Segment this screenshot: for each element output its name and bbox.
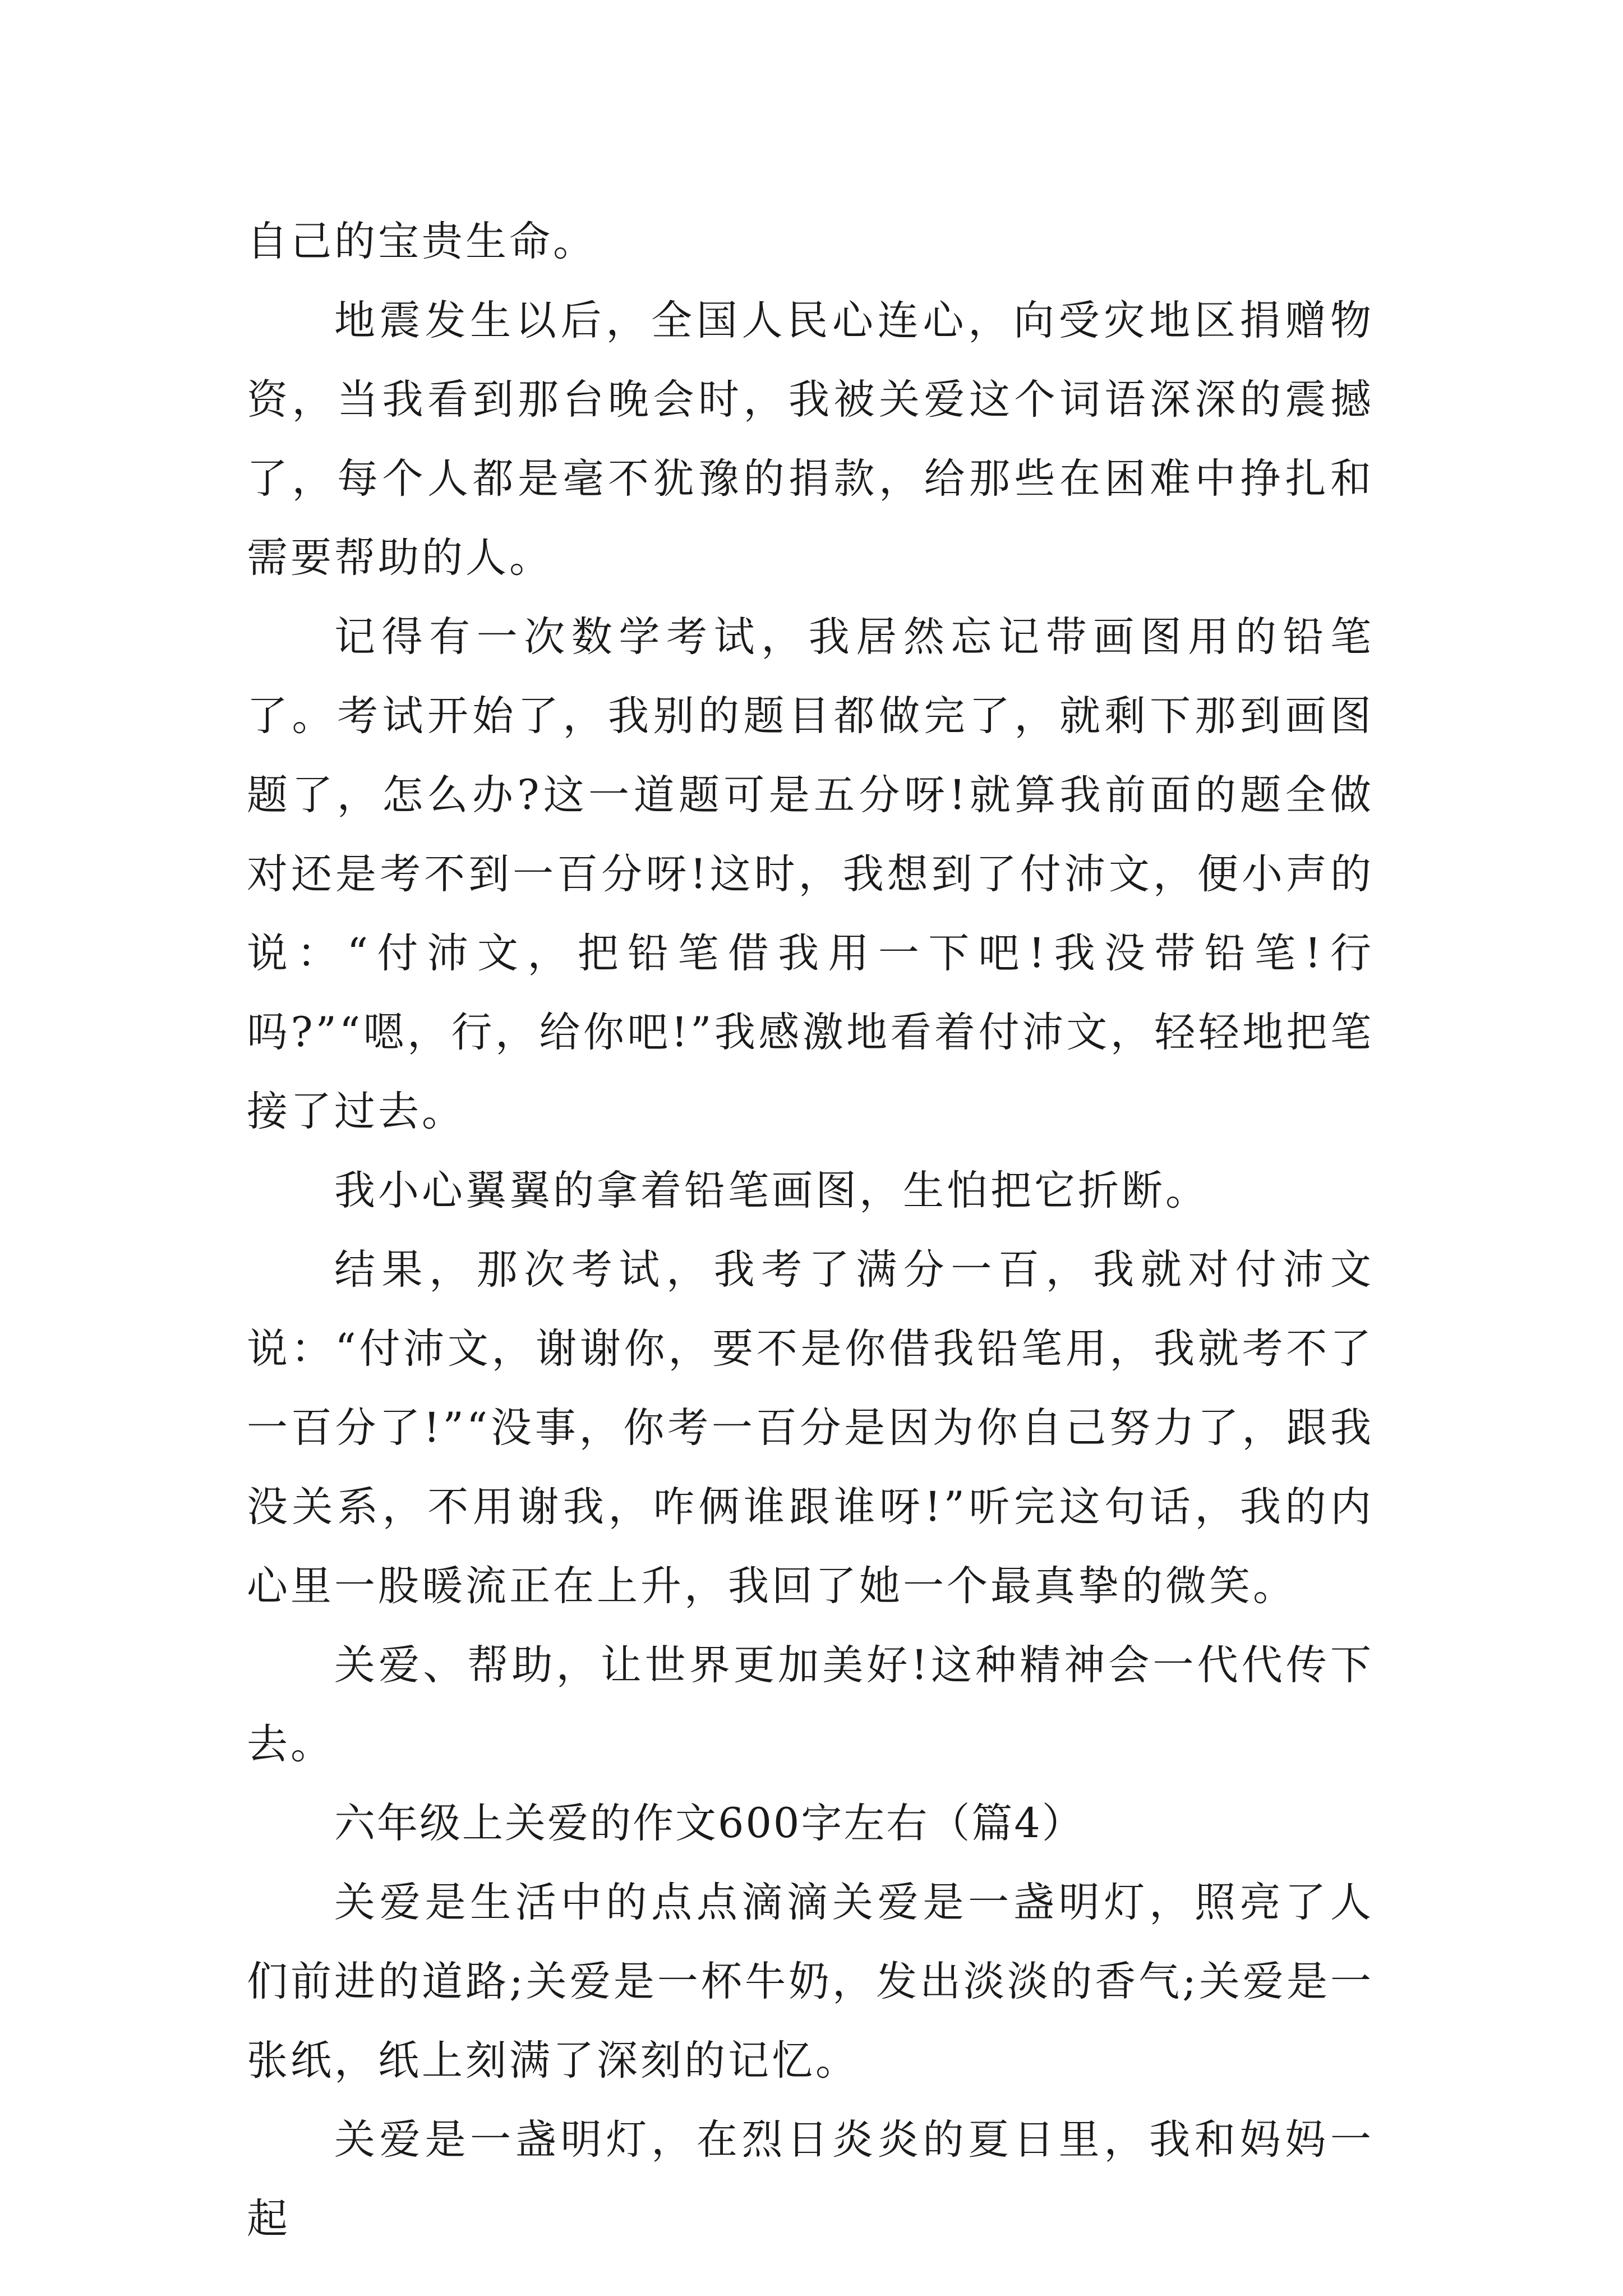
essay-heading: 六年级上关爱的作文600字左右（篇4） bbox=[334, 1800, 1085, 1847]
essay-body bbox=[247, 202, 1374, 2258]
paragraph-continuation: 自己的宝贵生命。 bbox=[247, 218, 597, 265]
paragraph: 结果，那次考试，我考了满分一百，我就对付沛文说：“付沛文，谢谢你，要不是你借我铅笔用，我就考不了一百分了!”“没事，你考一百分是因为你自己努力了，跟我没关系，不用谢我，咋俩谁跟谁呀!”听完这句话，我的内心里一股暖流正在上升，我回了她一个最真挚的微笑。 bbox=[247, 1246, 1374, 1610]
paragraph: 关爱是一盏明灯，在烈日炎炎的夏日里，我和妈妈一起 bbox=[247, 2116, 1374, 2243]
paragraph: 关爱、帮助，让世界更加美好!这种精神会一代代传下去。 bbox=[247, 1641, 1374, 1768]
paragraph: 我小心翼翼的拿着铅笔画图，生怕把它折断。 bbox=[334, 1167, 1209, 1214]
paragraph: 地震发生以后，全国人民心连心，向受灾地区捐赠物资，当我看到那台晚会时，我被关爱这个词语深深的震撼了，每个人都是毫不犹豫的捐款，给那些在困难中挣扎和需要帮助的人。 bbox=[247, 297, 1374, 582]
paragraph: 记得有一次数学考试，我居然忘记带画图用的铅笔了。考试开始了，我别的题目都做完了，就剩下那到画图题了，怎么办?这一道题可是五分呀!就算我前面的题全做对还是考不到一百分呀!这时，我想到了付沛文，便小声的说：“付沛文，把铅笔借我用一下吧!我没带铅笔!行吗?”“嗯，行，给你吧!”我感激地看着付沛文，轻轻地把笔接了过去。 bbox=[247, 613, 1374, 1135]
paragraph: 关爱是生活中的点点滴滴关爱是一盏明灯，照亮了人们前进的道路;关爱是一杯牛奶，发出淡淡的香气;关爱是一张纸，纸上刻满了深刻的记忆。 bbox=[247, 1879, 1374, 2085]
